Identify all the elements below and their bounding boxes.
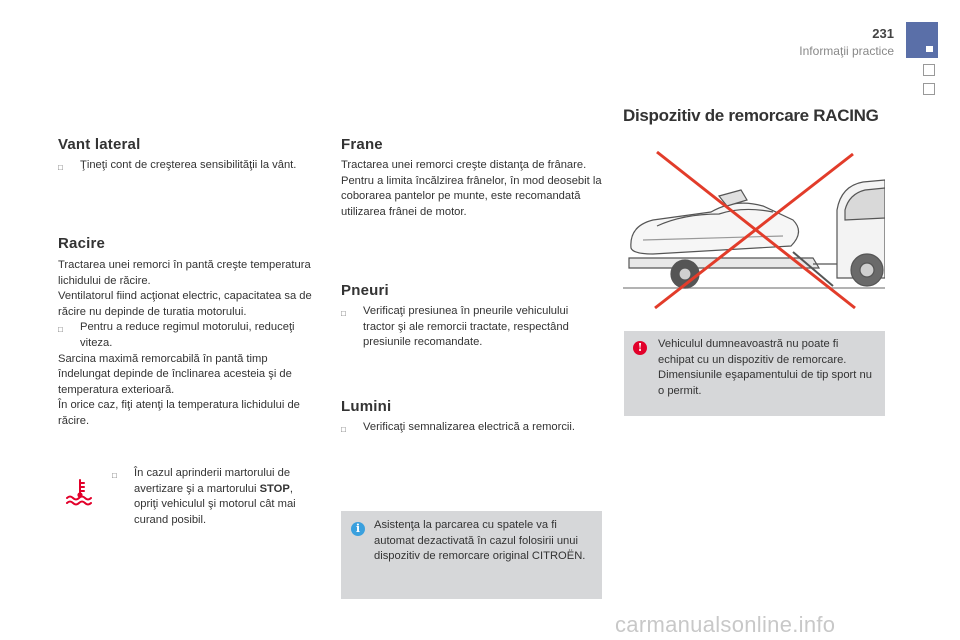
pneuri-bullet <box>341 304 603 351</box>
bullet-icon: □ <box>341 425 346 434</box>
frane-paragraph: Pentru a limita încălzirea frânelor, în mod deosebit la coborarea pantelor pe munte, este recomandată utilizarea frânei de motor. <box>341 174 602 218</box>
chapter-tab-empty[interactable] <box>923 83 935 95</box>
coolant-temperature-warning-icon <box>64 478 96 506</box>
warning-icon: ! <box>633 341 647 355</box>
bullet-icon: □ <box>112 471 117 480</box>
racing-warning-box <box>624 331 885 416</box>
racing-warning-text: Vehiculul dumneavoastră nu poate fi echipat cu un dispozitiv de remorcare. Dimensiunile eşapamentului de tip sport nu o permit. <box>658 338 872 397</box>
vant-bullet-text: Ţineţi cont de creşterea sensibilităţii la vânt. <box>80 159 297 171</box>
info-box-text: Asistenţa la parcarea cu spatele va fi automat dezactivată în cazul folosirii unui dispozitiv de remorcare original CITROËN. <box>374 519 586 563</box>
pneuri-section <box>341 304 603 351</box>
racire-paragraph: În orice caz, fiţi atenţi la temperatura lichidului de răcire. <box>58 399 300 427</box>
racing-heading: Dispozitiv de remorcare RACING <box>623 106 879 125</box>
car-rear <box>837 180 885 286</box>
frane-section <box>341 158 603 220</box>
towing-illustration <box>623 140 885 312</box>
stop-word: STOP <box>259 482 290 495</box>
vant-heading: Vant lateral <box>58 136 141 153</box>
bullet-icon: □ <box>58 325 63 335</box>
lumini-heading: Lumini <box>341 398 392 415</box>
section-title: Informaţii practice <box>799 44 894 58</box>
parking-assist-info-box <box>341 511 602 599</box>
racire-heading: Racire <box>58 235 106 252</box>
bullet-icon: □ <box>58 163 63 172</box>
pneuri-heading: Pneuri <box>341 282 389 299</box>
info-icon: i <box>351 522 365 536</box>
bullet-icon: □ <box>341 309 346 318</box>
racire-bullet-text: Pentru a reduce regimul motorului, reduceţi viteza. <box>80 321 295 349</box>
watermark: carmanualsonline.info <box>615 612 836 637</box>
chapter-tab[interactable] <box>906 22 938 58</box>
racire-paragraph: Sarcina maximă remorcabilă în pantă timp îndelungat depinde de înclinarea acesteia şi de temperatura exterioară. <box>58 352 292 396</box>
chapter-tab-empty[interactable] <box>923 64 935 76</box>
coolant-warning-note <box>112 466 320 528</box>
vant-section <box>58 158 308 176</box>
page-number: 231 <box>872 26 894 41</box>
frane-heading: Frane <box>341 136 383 153</box>
pneuri-bullet-text: Verificaţi presiunea în pneurile vehiculului tractor şi ale remorcii tractate, respectând presiunile recomandate. <box>363 305 569 349</box>
warning-text-after: , opriţi vehiculul şi motorul cât mai curand posibil. <box>134 482 296 526</box>
racire-paragraph: Ventilatorul fiind acţionat electric, capacitatea sa de răcire nu depinde de turatia motorului. <box>58 290 312 318</box>
lumini-section <box>341 420 611 438</box>
lumini-bullet-text: Verificaţi semnalizarea electrică a remorcii. <box>363 421 576 433</box>
chapter-tab-marker <box>926 46 933 52</box>
coolant-warning-text <box>134 466 320 528</box>
racire-bullet <box>58 320 320 351</box>
racire-section <box>58 258 320 430</box>
racire-paragraph: Tractarea unei remorci în pantă creşte temperatura lichidului de răcire. <box>58 259 311 287</box>
frane-paragraph: Tractarea unei remorci creşte distanţa de frânare. <box>341 159 587 171</box>
vant-bullet <box>58 158 308 176</box>
lumini-bullet <box>341 420 611 438</box>
coolant-warning-bullet <box>112 466 320 528</box>
warning-text-before: În cazul aprinderii martorului de avertizare şi a martorului <box>134 467 291 495</box>
